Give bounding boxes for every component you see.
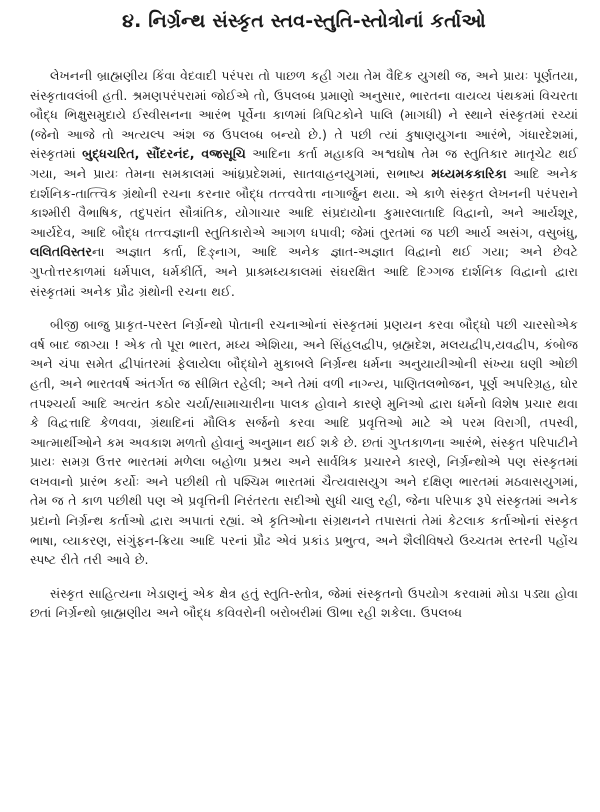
paragraph-text: આદિના કર્તા મહાકવિ અશ્વઘોષ તેમ જ સ્તુતિકાર માતૃચેટ થઈ ગયા, અને પ્રાયઃ તેમના સમકાલમાં આંધ્રપ્રદેશમાં, સાતવાહનયુગમાં, સભાષ્ય [30, 146, 578, 181]
paragraph-text: લેખનની બ્રાહ્મણીય કિંવા વેદવાદી પરંપરા તો પાછળ કહી ગયા તેમ વૈદિક યુગથી જ, અને પ્રાયઃ પૂર્ણતયા, સંસ્કૃતાવલંબી હતી. શ્રમણપરંપરામાં જોઈએ તો, ઉપલબ્ધ પ્રમાણો અનુસાર, ભારતના વાયવ્ય પંથકમાં વિચરતા બૌદ્ધ ભિક્ષુસમુદાયે ઈસ્વીસનના આરંભ પૂર્વેના કાળમાં ત્રિપિટકોને પાલિ (માગધી) ને સ્થાને સંસ્કૃતમાં રચ્યાં (જેનો આજે તો અત્યલ્પ અંશ જ ઉપલબ્ધ બન્યો છે.) તે પછી ત્યાં કુષાણયુગના આરંભે, ગંધારદેશમાં, સંસ્કૃતમાં [30, 68, 578, 162]
bold-work-title: લલિતવિસ્તર [30, 244, 93, 260]
bold-work-titles: બુદ્ધચરિત, સૌંદરનંદ, વજ્રસૂચિ [82, 146, 246, 162]
chapter-title: ૪. નિર્ગ્રન્થ સંસ્કૃત સ્તવ-સ્તુતિ-સ્તોત્રોનાં કર્તાઓ [122, 10, 486, 32]
bold-work-title: મધ્યમકકારિકા [431, 165, 507, 181]
paragraph-text: સંસ્કૃત સાહિત્યના ખેડાણનું એક ક્ષેત્ર હતું સ્તુતિ-સ્તોત્ર, જેમાં સંસ્કૃતનો ઉપયોગ કરવામાં મોડા પડ્યા હોવા છતાં નિર્ગ્રન્થો બ્રાહ્મણીય અને બૌદ્ધ કવિવરોની બરોબરીમાં ઊભા રહી શકેલા. ઉપલબ્ધ [30, 585, 578, 621]
paragraph-3 [30, 584, 578, 623]
paragraph-text: ના અજ્ઞાત કર્તા, દિઙ્નાગ, આદિ અનેક જ્ઞાત-અજ્ઞાત વિદ્વાનો થઈ ગયા; અને છેવટે ગુપ્તોત્તરકાળમાં ધર્મપાલ, ધર્મકીર્તિ, અને પ્રાક્મધ્યકાલમાં સંઘરક્ષિત આદિ દિગ્ગજ દાર્શનિક વિદ્વાનો દ્વારા સંસ્કૃતમાં અનેક પ્રૌઢ ગ્રંથોની રચના થઈ. [30, 244, 578, 299]
paragraph-text: બીજી બાજુ પ્રાકૃત-પરસ્ત નિર્ગ્રન્થો પોતાની રચનાઓનાં સંસ્કૃતમાં પ્રણયન કરવા બૌદ્ધો પછી ચારસોએક વર્ષ બાદ જાગ્યા ! એક તો પૂરા ભારત, મધ્ય એશિયા, અને સિંહલદ્વીપ, બ્રહ્મદેશ, મલયદ્વીપ,યવદ્વીપ, કંબોજ અને ચંપા સમેત દ્વીપાંતરમાં ફેલાયેલા બૌદ્ધોને મુકાબલે નિર્ગ્રન્થ ધર્મના અનુયાયીઓની સંખ્યા ઘણી ઓછી હતી, અને ભારતવર્ષ અંતર્ગત જ સીમિત રહેલી; અને તેમાં વળી નાગ્ન્ય, પાણિતલભોજન, પૂર્ણ અપરિગ્રહ, ઘોર તપશ્ચર્યા આદિ અત્યંત કઠોર ચર્યા/સામાચારીના પાલક હોવાને કારણે મુનિઓ દ્વારા ધર્મનો વિશેષ પ્રચાર થવા કે વિદ્વત્તાદિ કેળવવા, ગ્રંથાદિનાં મૌલિક સર્જનો કરવા આદિ પ્રવૃત્તિઓ માટે એ પરમ વિરાગી, તપસ્વી, આત્માર્થીઓને કમ અવકાશ મળતો હોવાનું અનુમાન થઈ શકે છે. છતાં ગુપ્તકાળના આરંભે, સંસ્કૃત પરિપાટીને પ્રાયઃ સમગ્ર ઉત્તર ભારતમાં મળેલા બહોળા પ્રશ્રય અને સાર્વત્રિક પ્રચારને કારણે, નિર્ગ્રન્થોએ પણ સંસ્કૃતમાં લખવાનો પ્રારંભ કર્યોઃ અને પછીથી તો પશ્ચિમ ભારતમાં ચૈત્યવાસયુગ અને દક્ષિણ ભારતમાં મઠવાસયુગમાં, તેમ જ તે કાળ પછીથી પણ એ પ્રવૃત્તિની નિરંતરતા સદીઓ સુધી ચાલુ રહી, જેના પરિપાક રૂપે સંસ્કૃતમાં અનેક પ્રદાનો નિર્ગ્રન્થ કર્તાઓ દ્વારા અપાતાં રહ્યાં. એ કૃતિઓના સંગ્રથનને તપાસતાં તેમાં કેટલાક કર્તાઓનાં સંસ્કૃત ભાષા, વ્યાકરણ, સંગુંફન-ક્રિયા આદિ પરનાં પ્રૌઢ એવં પ્રકાંડ પ્રભુત્વ, અને શૈલીવિષયે ઉચ્ચતમ સ્તરની પહોંચ સ્પષ્ટ રીતે તરી આવે છે. [30, 317, 578, 568]
paragraph-2 [30, 315, 578, 570]
paragraph-1 [30, 66, 578, 301]
paragraph-text: આદિ અનેક દાર્શનિક-તાત્ત્વિક ગ્રંથોની રચના કરનાર બૌદ્ધ તત્ત્વવેત્તા નાગાર્જુન થયા. એ કાળે સંસ્કૃત લેખનની પરંપરાને કાશ્મીરી વૈભાષિક, તદુપરાંત સૌત્રાંતિક, યોગાચાર આદિ સંપ્રદાયોના કુમારલાતાદિ વિદ્વાનો, અને આર્યશૂર, આર્યદેવ, આદિ બૌદ્ધ તત્ત્વજ્ઞાની સ્તુતિકારોએ આગળ ધપાવી; જેમાં તુરતમાં જ પછી આર્ય અસંગ, વસુબંધુ, [30, 165, 578, 240]
